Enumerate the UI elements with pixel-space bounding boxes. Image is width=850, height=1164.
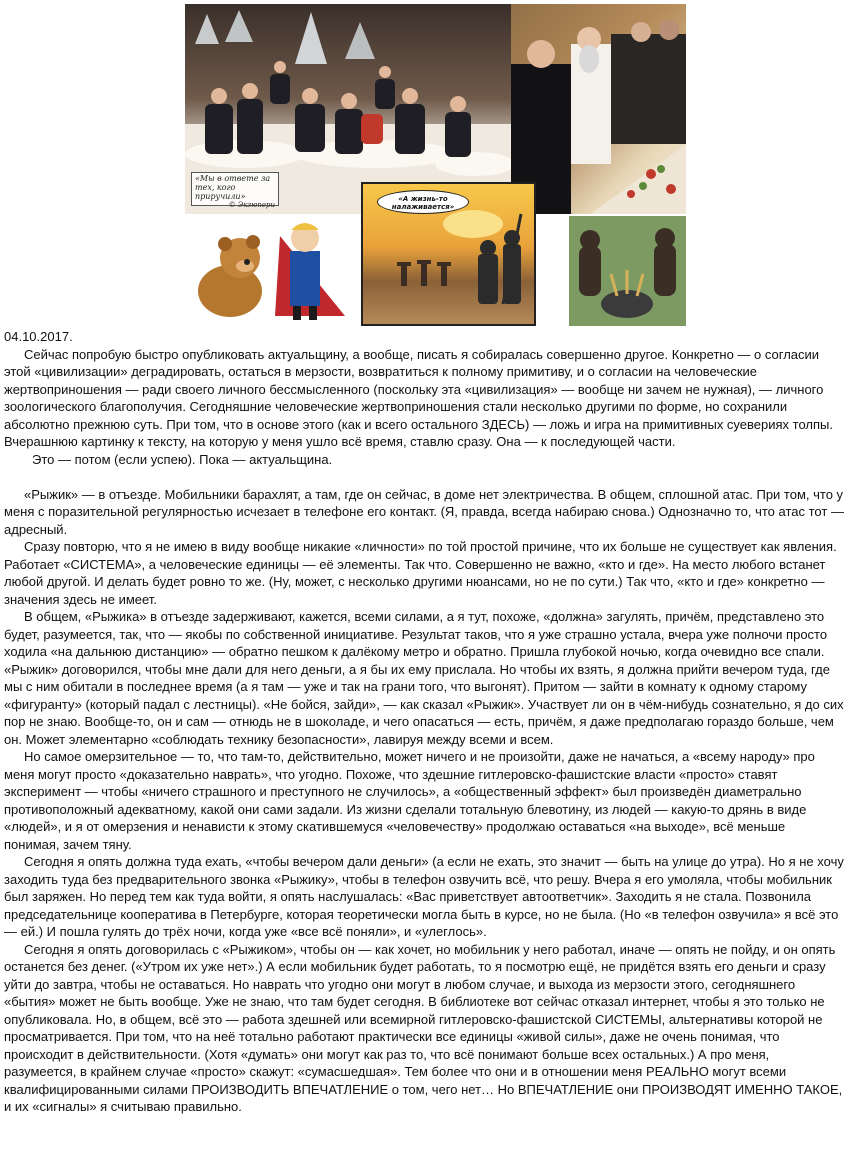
paragraph-agreement: Сегодня я опять договорилась с «Рыжиком», чтобы он — как хочет, но мобильник у него работал, иначе — опять не пойду, и он опять останется без денег. («Утром их уже нет».) А если мобильник будет работать, то я посмотрю ещё, не придётся взять его деньги и сразу уйти до завтра, чтобы не оставаться. Но наврать что угодно они могут в любом случае, и выхода из мерзости этого, сегодняшнего «бытия» может не быть вообще. Уже не знаю, что там будет сегодня. В библиотеке вот сейчас отказал интернет, чтобы я это только не опубликовала. Но, в общем, всё это — работа здешней или всемирной гитлеровско-фашистской СИСТЕМЫ, альтернативы которой не просматривается. При том, что на неё тотально работают практически все единицы «живой силы», даже не очень понимая, что происходит в действительности. (Хотя «думать» они могут как раз то, что всё понимают больше всех остальных.) А про меня, разумеется, в крайнем случае «просто» скажут: «сумасшедшая». Тем более что они и в отношении меня РЕАЛЬНО могут всеми квалифицированными силами ПРОИЗВОДИТЬ ВПЕЧАТЛЕНИЕ о том, чего нет… Но ВПЕЧАТЛЕНИЕ они ПРОИЗВОДЯТ ИМЕННО ТАКОЕ, и их «сигналы» я считываю правильно. — [4, 941, 843, 1114]
paragraph-system: Сразу повторю, что я не имею в виду вообще никакие «личности» по той простой причине, что их больше не существует как явления. Работает «СИСТЕМА», а человеческие единицы — её элементы. Так что. Совершенно не важно, «кто и где». На место любого встанет любой другой. И делать будет ровно то же. (Ну, может, с несколько другими нюансами, но не по сути.) Так что, «кто и где» конкретно — значения здесь не имеет. — [4, 539, 837, 607]
clergy-scene — [511, 4, 686, 214]
paragraph-today: Сегодня я опять должна туда ехать, «чтобы вечером дали деньги» (а если не ехать, это значит — быть на улице до утра). Но я не хочу заходить туда без предварительного звонка «Рыжику», чтобы в телефон озвучить всё, что решу. Вчера я его умоляла, чтобы мобильник был заряжен. Но перед тем как туда войти, я опять наслушалась: «Вас приветствует автоответчик». Заходить я не стала. Позвонила председательнице кооператива в Петербурге, которая теоретически могла быть в курсе, но не была. (Но «в телефон озвучила» я всё это — ей.) И пошла гулять до трёх ночи, когда уже «все всё поняли», и «улеглось». — [4, 854, 844, 939]
cartoon-prince-and-bear — [185, 216, 360, 326]
quote-text: «Мы в ответе за тех, кого приручили» — [195, 174, 271, 201]
paragraph-experiment: Но самое омерзительное — то, что там-то, действительно, может ничего и не произойти, даже не начаться, а «всему народу» про меня могут просто «доказательно наврать», что угодно. Похоже, что здешние гитлеровско-фашистские власти «просто» ставят эксперимент — чтобы «ничего страшного и преступного не случилось», а «общественный эффект» был произведён диаметрально противоположный адекватному, какой они сами задали. Из жизни сделали тотальную блевотину, из людей — какую-то дрянь в виде «людей», и я от омерзения и ненависти к этому скатившемуся «человечеству» продолжаю оставаться «на выходе», всё меньше понимая, зачем тяну. — [4, 749, 815, 852]
clergy-photo — [511, 4, 686, 214]
cartoon-scene — [185, 216, 360, 326]
cartoon-life-is-good — [361, 182, 536, 326]
article-date: 04.10.2017. — [4, 329, 73, 344]
article-body — [4, 328, 844, 1116]
header-collage — [185, 4, 686, 326]
paragraph-note: Это — потом (если успею). Пока — актуальщина. — [32, 451, 333, 467]
paragraph-ryzhik-away: «Рыжик» — в отъезде. Мобильники барахлят, а там, где он сейчас, в доме нет электричества. В общем, сплошной атас. При том, что у меня с поразительной регулярностью исчезает в телефоне его контакт. (Я, правда, всегда набираю снова.) Однозначно то, что атас тот — адресный. — [4, 486, 844, 537]
quote-caption — [191, 172, 279, 209]
paragraph-delay: В общем, «Рыжика» в отъезде задерживают, кажется, всеми силами, а я тут, похоже, «должна» загулять, причём, представлено это будет, разумеется, так, что — якобы по собственной инициативе. Результат таков, что я уже страшно устала, вчера уже полночи просто ходила «на дальнюю дистанцию» — обратно пешком к далёкому метро и обратно. Пришла глубокой ночью, когда очевидно все спали. «Рыжик» договорился, чтобы мне дали для него деньги, а я бы их ему прислала. Но чтобы их взять, я должна прийти вечером туда, где мы с ним обитали в последнее время (а я там — уже и так на грани того, что выгонят). Притом — зайти в комнату к одному старому «фигуранту» (который падал с лестницы). «Не бойся, зайди», — как сказал «Рыжик». Участвует ли он в чём-нибудь сознательно, я до сих пор не знаю. Вообще-то, он и сам — отнюдь не в шоколаде, и чего опасаться — есть, причём, я даже предполагаю гораздо больше, чем он. Может элементарно «соблюдать технику безопасности», лавируя между всеми и всем. — [4, 609, 844, 747]
quote-author: © Экзюпери — [228, 201, 275, 209]
cartoon-cave-people — [569, 216, 686, 326]
paragraph-intro: Сейчас попробую быстро опубликовать актуальщину, а вообще, писать я собиралась совершенно другое. Конкретно — о согласии этой «цивилизации» деградировать, остаться в мерзости, возвратиться к полному примитиву, и о согласии на человеческие жертвоприношения — ради своего личного бессмысленного (поскольку эта «цивилизация» — вообще ни зачем не нужная), — личного зоологического благополучия. Сегодняшние человеческие жертвоприношения стали несколько другими по форме, но сохранили абсолютно прежнюю суть. При том, что в основе этого (как и всего остального ЗДЕСЬ) — ложь и игра на примитивных суевериях толпы. Вчерашнюю картинку к тексту, на которую у меня ушло всё время, ставлю сразу. Она — к последующей части. — [4, 346, 833, 449]
cave-scene — [569, 216, 686, 326]
speech-bubble: «А жизнь-то налаживается» — [377, 190, 469, 214]
